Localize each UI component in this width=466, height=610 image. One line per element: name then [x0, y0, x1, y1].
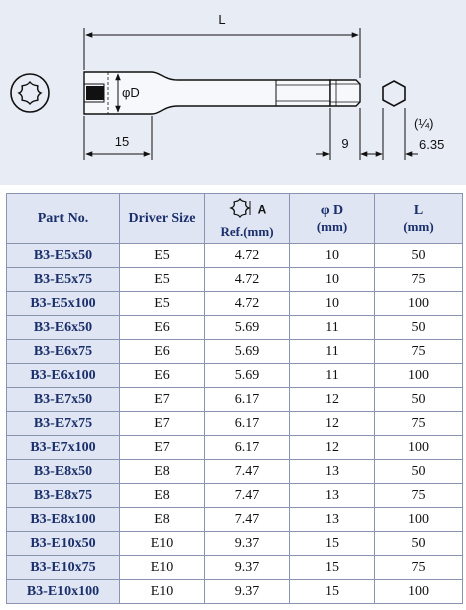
cell-diameter: 15 [290, 580, 375, 604]
cell-dimension-a: 7.47 [205, 508, 290, 532]
cell-part-no: B3-E7x75 [7, 412, 120, 436]
cell-dimension-a: 6.17 [205, 412, 290, 436]
cell-dimension-a: 7.47 [205, 484, 290, 508]
cell-part-no: B3-E6x75 [7, 340, 120, 364]
cell-length: 50 [375, 316, 463, 340]
cell-dimension-a: 4.72 [205, 292, 290, 316]
hex-end-view [383, 81, 405, 106]
cell-driver-size: E10 [120, 556, 205, 580]
hex-fraction-label: (¼) [414, 116, 434, 131]
cell-part-no: B3-E8x100 [7, 508, 120, 532]
cell-length: 50 [375, 460, 463, 484]
table-row [7, 364, 463, 388]
cell-driver-size: E7 [120, 388, 205, 412]
cell-dimension-a: 6.17 [205, 388, 290, 412]
cell-dimension-a: 5.69 [205, 364, 290, 388]
cell-diameter: 15 [290, 532, 375, 556]
cell-length: 100 [375, 364, 463, 388]
header-length: L (mm) [375, 194, 463, 244]
table-row [7, 508, 463, 532]
cell-part-no: B3-E7x100 [7, 436, 120, 460]
torx-icon [228, 197, 258, 224]
cell-dimension-a: 5.69 [205, 340, 290, 364]
cell-part-no: B3-E10x100 [7, 580, 120, 604]
technical-drawing [0, 0, 466, 185]
cell-part-no: B3-E5x100 [7, 292, 120, 316]
cell-length: 75 [375, 556, 463, 580]
cell-part-no: B3-E6x50 [7, 316, 120, 340]
length-label: L [218, 12, 226, 27]
header-a-label: A [257, 202, 267, 217]
table-row [7, 340, 463, 364]
table-row [7, 580, 463, 604]
dimension-hex-size [372, 108, 444, 160]
header-driver-size: Driver Size [120, 194, 205, 244]
cell-dimension-a: 9.37 [205, 532, 290, 556]
cell-driver-size: E7 [120, 412, 205, 436]
cell-diameter: 13 [290, 460, 375, 484]
cell-dimension-a: 6.17 [205, 436, 290, 460]
diameter-label: φD [122, 85, 140, 100]
cell-diameter: 15 [290, 556, 375, 580]
cell-driver-size: E5 [120, 292, 205, 316]
specification-table [6, 193, 463, 604]
cell-diameter: 11 [290, 364, 375, 388]
dimension-socket-depth [84, 116, 152, 160]
cell-driver-size: E6 [120, 316, 205, 340]
cell-dimension-a: 7.47 [205, 460, 290, 484]
cell-dimension-a: 5.69 [205, 316, 290, 340]
header-part-no: Part No. [7, 194, 120, 244]
header-l-unit: (mm) [403, 218, 434, 234]
table-row [7, 388, 463, 412]
cell-dimension-a: 4.72 [205, 268, 290, 292]
table-row [7, 532, 463, 556]
socket-depth-label: 15 [114, 134, 130, 149]
table-row [7, 244, 463, 268]
header-a-unit: Ref.(mm) [220, 224, 274, 239]
cell-part-no: B3-E6x100 [7, 364, 120, 388]
cell-length: 50 [375, 388, 463, 412]
cell-diameter: 12 [290, 388, 375, 412]
cell-part-no: B3-E5x75 [7, 268, 120, 292]
table-row [7, 436, 463, 460]
cell-diameter: 12 [290, 412, 375, 436]
cell-length: 100 [375, 292, 463, 316]
cell-length: 100 [375, 580, 463, 604]
cell-part-no: B3-E5x50 [7, 244, 120, 268]
torx-end-view [11, 74, 49, 112]
cell-length: 100 [375, 508, 463, 532]
cell-part-no: B3-E7x50 [7, 388, 120, 412]
cell-length: 50 [375, 244, 463, 268]
cell-driver-size: E10 [120, 532, 205, 556]
cell-dimension-a: 9.37 [205, 580, 290, 604]
cell-diameter: 12 [290, 436, 375, 460]
cell-driver-size: E8 [120, 508, 205, 532]
cell-length: 75 [375, 412, 463, 436]
table-row [7, 484, 463, 508]
cell-driver-size: E5 [120, 268, 205, 292]
cell-length: 50 [375, 532, 463, 556]
dimension-hex-length [316, 108, 375, 160]
cell-length: 100 [375, 436, 463, 460]
table-row [7, 292, 463, 316]
header-d-unit: (mm) [316, 218, 348, 234]
table-row [7, 556, 463, 580]
cell-part-no: B3-E8x50 [7, 460, 120, 484]
hex-length-label: 9 [341, 136, 349, 151]
cell-dimension-a: 9.37 [205, 556, 290, 580]
cell-driver-size: E10 [120, 580, 205, 604]
table-row [7, 460, 463, 484]
dimension-length [84, 12, 360, 78]
cell-driver-size: E6 [120, 340, 205, 364]
cell-diameter: 13 [290, 508, 375, 532]
cell-driver-size: E8 [120, 460, 205, 484]
cell-diameter: 13 [290, 484, 375, 508]
cell-driver-size: E6 [120, 364, 205, 388]
header-dimension-a [205, 194, 290, 244]
cell-driver-size: E5 [120, 244, 205, 268]
table-row [7, 316, 463, 340]
cell-dimension-a: 4.72 [205, 244, 290, 268]
cell-diameter: 10 [290, 244, 375, 268]
cell-diameter: 11 [290, 316, 375, 340]
cell-diameter: 11 [290, 340, 375, 364]
cell-driver-size: E8 [120, 484, 205, 508]
cell-part-no: B3-E10x50 [7, 532, 120, 556]
cell-part-no: B3-E8x75 [7, 484, 120, 508]
hex-mm-label: 6.35 [419, 137, 445, 152]
cell-diameter: 10 [290, 292, 375, 316]
cell-length: 75 [375, 340, 463, 364]
cell-driver-size: E7 [120, 436, 205, 460]
table-header-row [7, 194, 463, 244]
cell-part-no: B3-E10x75 [7, 556, 120, 580]
table-row [7, 412, 463, 436]
cell-length: 75 [375, 484, 463, 508]
table-row [7, 268, 463, 292]
cell-diameter: 10 [290, 268, 375, 292]
header-diameter: φ D (mm) [290, 194, 375, 244]
cell-length: 75 [375, 268, 463, 292]
